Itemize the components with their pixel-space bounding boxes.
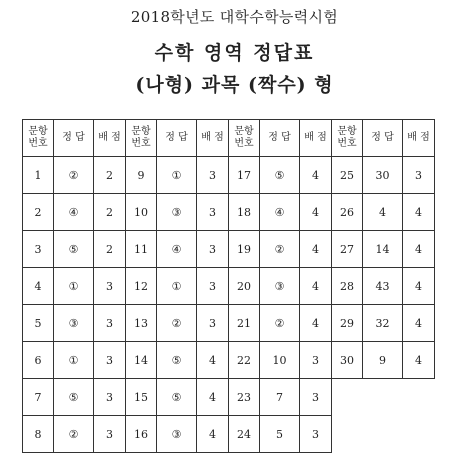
score-cell: 4: [197, 416, 229, 453]
answer-cell: 14: [363, 231, 403, 268]
score-cell: 4: [197, 379, 229, 416]
answer-cell: ③: [157, 416, 197, 453]
score-cell: 3: [94, 342, 126, 379]
question-number-cell: 16: [126, 416, 157, 453]
answer-header: 정 답: [260, 120, 300, 157]
answer-cell: ①: [54, 268, 94, 305]
score-cell: 3: [94, 305, 126, 342]
question-number-cell: 4: [23, 268, 54, 305]
question-number-cell: 17: [229, 157, 260, 194]
question-number-cell: 15: [126, 379, 157, 416]
question-number-header: 문항 번호: [332, 120, 363, 157]
table-row: [23, 379, 435, 416]
answer-cell: 9: [363, 342, 403, 379]
score-cell: 4: [300, 268, 332, 305]
score-cell: 3: [197, 231, 229, 268]
table-header-row: [23, 120, 435, 157]
question-number-cell: 26: [332, 194, 363, 231]
table-row: [23, 231, 435, 268]
question-number-cell: 23: [229, 379, 260, 416]
answer-cell: ②: [54, 416, 94, 453]
answer-cell: ⑤: [157, 342, 197, 379]
answer-cell: ②: [157, 305, 197, 342]
empty-cell: [363, 379, 403, 416]
answer-cell: ①: [157, 268, 197, 305]
score-cell: 4: [300, 305, 332, 342]
question-number-cell: 2: [23, 194, 54, 231]
score-cell: 2: [94, 231, 126, 268]
question-number-cell: 6: [23, 342, 54, 379]
score-cell: 3: [94, 268, 126, 305]
answer-cell: 10: [260, 342, 300, 379]
question-number-cell: 9: [126, 157, 157, 194]
score-cell: 4: [300, 194, 332, 231]
answer-key-title: 수학 영역 정답표: [154, 42, 315, 64]
score-cell: 4: [300, 157, 332, 194]
question-number-cell: 29: [332, 305, 363, 342]
answer-cell: ③: [260, 268, 300, 305]
table-row: [23, 194, 435, 231]
score-cell: 3: [197, 305, 229, 342]
question-number-header: 문항 번호: [126, 120, 157, 157]
score-cell: 4: [403, 194, 435, 231]
question-number-cell: 22: [229, 342, 260, 379]
answer-cell: ①: [54, 342, 94, 379]
empty-cell: [332, 379, 363, 416]
answer-cell: 4: [363, 194, 403, 231]
answer-cell: 32: [363, 305, 403, 342]
question-number-cell: 18: [229, 194, 260, 231]
question-number-cell: 1: [23, 157, 54, 194]
score-header: 배 점: [94, 120, 126, 157]
score-cell: 4: [403, 305, 435, 342]
question-number-cell: 25: [332, 157, 363, 194]
score-cell: 3: [94, 416, 126, 453]
score-cell: 3: [197, 268, 229, 305]
score-cell: 3: [300, 342, 332, 379]
answer-key-table: [22, 119, 435, 453]
answer-header: 정 답: [157, 120, 197, 157]
score-cell: 2: [94, 157, 126, 194]
answer-cell: ⑤: [54, 379, 94, 416]
question-number-cell: 27: [332, 231, 363, 268]
question-number-cell: 12: [126, 268, 157, 305]
exam-title: 2018학년도 대학수학능력시험: [130, 8, 339, 26]
score-cell: 2: [94, 194, 126, 231]
score-cell: 4: [197, 342, 229, 379]
answer-cell: ④: [260, 194, 300, 231]
answer-cell: ④: [54, 194, 94, 231]
score-cell: 3: [300, 379, 332, 416]
question-number-cell: 20: [229, 268, 260, 305]
score-cell: 4: [403, 231, 435, 268]
answer-cell: ⑤: [260, 157, 300, 194]
table-row: [23, 305, 435, 342]
answer-cell: ③: [157, 194, 197, 231]
question-number-cell: 10: [126, 194, 157, 231]
score-cell: 4: [403, 268, 435, 305]
score-cell: 3: [197, 157, 229, 194]
empty-cell: [403, 379, 435, 416]
question-number-header: 문항 번호: [23, 120, 54, 157]
question-number-cell: 8: [23, 416, 54, 453]
answer-header: 정 답: [54, 120, 94, 157]
answer-cell: ②: [54, 157, 94, 194]
score-header: 배 점: [197, 120, 229, 157]
answer-cell: ⑤: [157, 379, 197, 416]
score-cell: 3: [403, 157, 435, 194]
question-number-cell: 7: [23, 379, 54, 416]
answer-cell: ②: [260, 231, 300, 268]
question-number-header: 문항 번호: [229, 120, 260, 157]
question-number-cell: 21: [229, 305, 260, 342]
answer-cell: 5: [260, 416, 300, 453]
score-cell: 3: [94, 379, 126, 416]
table-row: [23, 342, 435, 379]
answer-cell: 43: [363, 268, 403, 305]
question-number-cell: 13: [126, 305, 157, 342]
empty-cell: [363, 416, 403, 453]
empty-cell: [332, 416, 363, 453]
table-row: [23, 416, 435, 453]
question-number-cell: 14: [126, 342, 157, 379]
question-number-cell: 19: [229, 231, 260, 268]
score-cell: 3: [300, 416, 332, 453]
answer-cell: ②: [260, 305, 300, 342]
answer-cell: ④: [157, 231, 197, 268]
answer-cell: 30: [363, 157, 403, 194]
answer-cell: ③: [54, 305, 94, 342]
score-header: 배 점: [300, 120, 332, 157]
question-number-cell: 24: [229, 416, 260, 453]
answer-header: 정 답: [363, 120, 403, 157]
answer-cell: ①: [157, 157, 197, 194]
question-number-cell: 28: [332, 268, 363, 305]
answer-cell: 7: [260, 379, 300, 416]
empty-cell: [403, 416, 435, 453]
table-row: [23, 157, 435, 194]
score-cell: 3: [197, 194, 229, 231]
score-cell: 4: [403, 342, 435, 379]
score-cell: 4: [300, 231, 332, 268]
answer-cell: ⑤: [54, 231, 94, 268]
score-header: 배 점: [403, 120, 435, 157]
question-number-cell: 5: [23, 305, 54, 342]
question-number-cell: 30: [332, 342, 363, 379]
subject-type-title: (나형) 과목 (짝수) 형: [135, 74, 334, 96]
table-row: [23, 268, 435, 305]
question-number-cell: 3: [23, 231, 54, 268]
question-number-cell: 11: [126, 231, 157, 268]
